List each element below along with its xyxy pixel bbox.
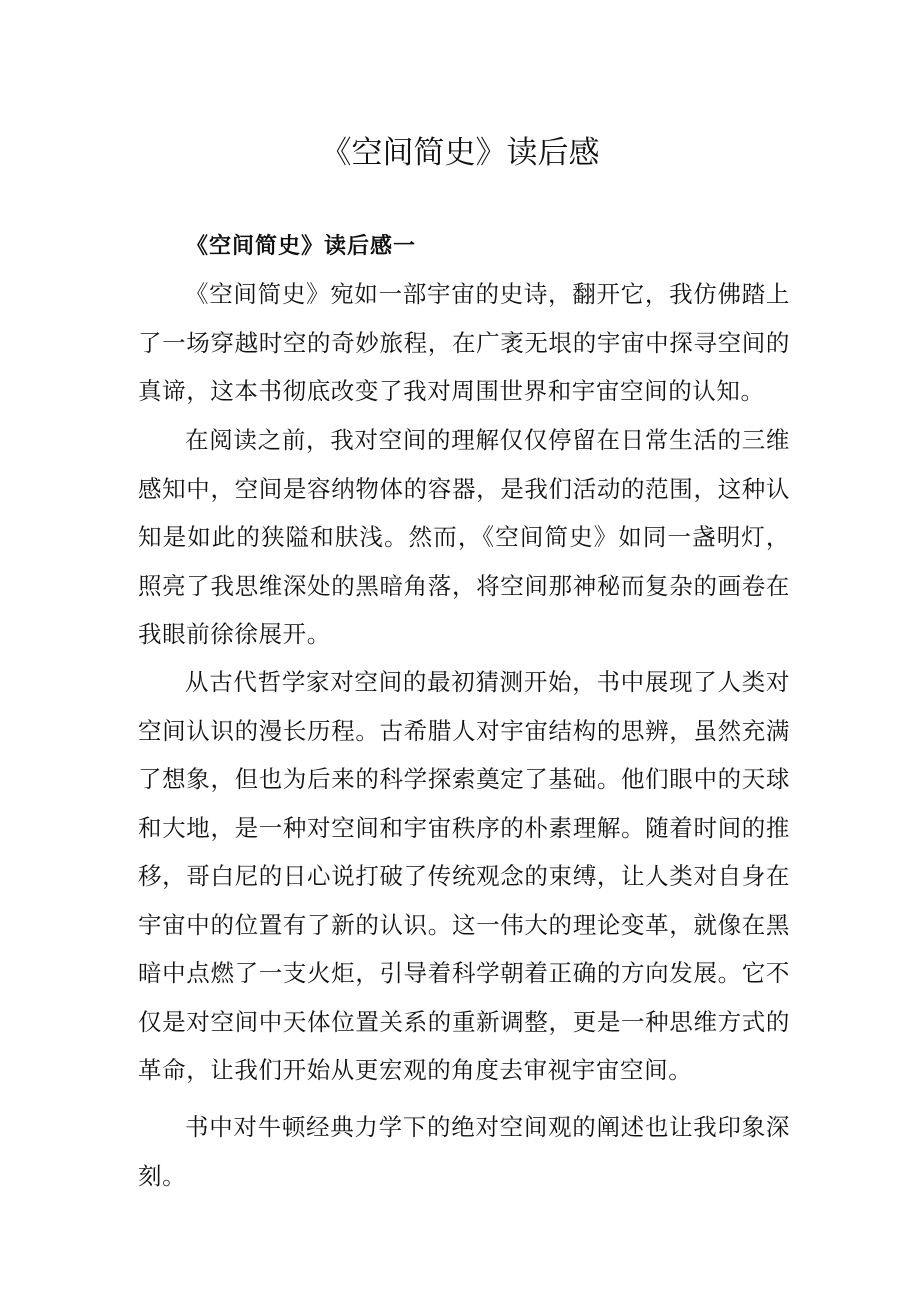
section-heading: 《空间简史》读后感一 (186, 233, 417, 259)
document-title: 《空间简史》读后感 (320, 135, 600, 171)
paragraph: 从古代哲学家对空间的最初猜测开始，书中展现了人类对空间认识的漫长历程。古希腊人对宇宙结构的思辨，虽然充满了想象，但也为后来的科学探索奠定了基础。他们眼中的天球和大地，是一种对空间和宇宙秩序的朴素理解。随着时间的推移，哥白尼的日心说打破了传统观念的束缚，让人类对自身在宇宙中的位置有了新的认识。这一伟大的理论变革，就像在黑暗中点燃了一支火炬，引导着科学朝着正确的方向发展。它不仅是对空间中天体位置关系的重新调整，更是一种思维方式的革命，让我们开始从更宏观的角度去审视宇宙空间。 (138, 668, 790, 1084)
paragraph: 书中对牛顿经典力学下的绝对空间观的阐述也让我印象深刻。 (138, 1113, 790, 1190)
paragraph-block (138, 270, 790, 416)
paragraph-block (138, 416, 790, 659)
paragraph-block (138, 658, 790, 1095)
paragraph-block (138, 1103, 790, 1200)
paragraph: 《空间简史》宛如一部宇宙的史诗，翻开它，我仿佛踏上了一场穿越时空的奇妙旅程，在广袤无垠的宇宙中探寻空间的真谛，这本书彻底改变了我对周围世界和宇宙空间的认知。 (138, 280, 790, 405)
paragraph: 在阅读之前，我对空间的理解仅仅停留在日常生活的三维感知中，空间是容纳物体的容器，是我们活动的范围，这种认知是如此的狭隘和肤浅。然而，《空间简史》如同一盏明灯，照亮了我思维深处的黑暗角落，将空间那神秘而复杂的画卷在我眼前徐徐展开。 (138, 426, 790, 648)
